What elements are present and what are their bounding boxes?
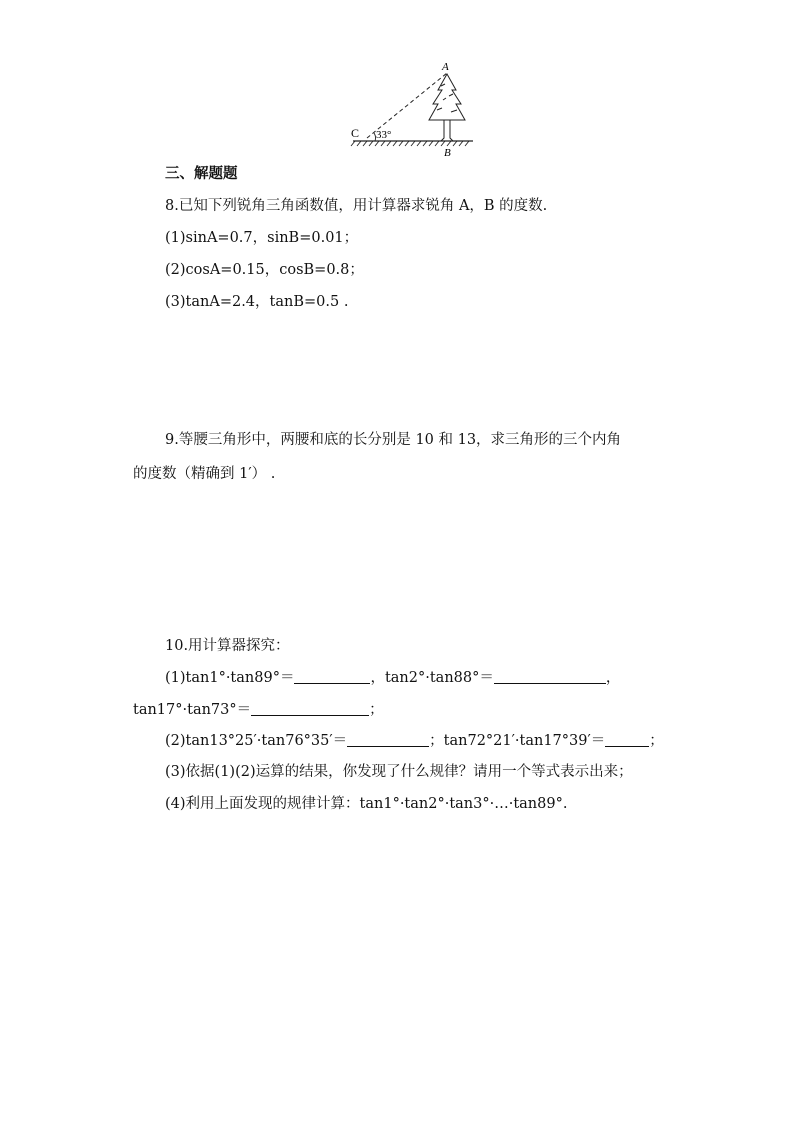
label-c: C: [351, 126, 360, 140]
question-10-stem: 10.用计算器探究：: [165, 638, 290, 654]
question-8-part-1: (1)sinA=0.7，sinB=0.01；: [165, 230, 359, 246]
tree-icon: [429, 74, 465, 141]
question-10-part-3: (3)依据(1)(2)运算的结果，你发现了什么规律？请用一个等式表示出来；: [165, 764, 633, 780]
ground-hatching: [351, 141, 469, 146]
q10-p1-text-e: ；: [369, 702, 384, 718]
question-8-stem: 8.已知下列锐角三角函数值，用计算器求锐角 A，B 的度数.: [165, 198, 548, 214]
label-a: A: [442, 61, 449, 73]
section-heading: 三、解题题: [165, 166, 238, 182]
q10-p1-text-d: tan17°·tan73°＝: [133, 702, 252, 718]
question-9-line-1: 9.等腰三角形中，两腰和底的长分别是 10 和 13，求三角形的三个内角: [165, 432, 622, 448]
q10-p1-text-c: ，: [605, 670, 621, 686]
question-10-part-1-row-1: [165, 668, 620, 688]
tree-triangle-figure: [345, 60, 485, 160]
question-10-part-1-row-2: [133, 700, 384, 720]
question-8-part-2: (2)cosA=0.15，cosB=0.8；: [165, 262, 364, 278]
label-b: B: [444, 147, 451, 159]
question-8-part-3: (3)tanA=2.4，tanB=0.5 .: [165, 294, 349, 310]
answer-blank-2[interactable]: [494, 669, 606, 684]
q10-p2-text-a: (2)tan13°25′·tan76°35′＝: [165, 733, 348, 749]
question-10-part-4: (4)利用上面发现的规律计算：tan1°·tan2°·tan3°·…·tan89°.: [165, 796, 568, 812]
question-10-part-2: [165, 731, 664, 751]
answer-blank-3[interactable]: [251, 701, 369, 716]
q10-p1-text-b: ，tan2°·tan88°＝: [370, 670, 494, 686]
q10-p2-text-b: ；tan72°21′·tan17°39′＝: [429, 733, 606, 749]
q10-p1-text-a: (1)tan1°·tan89°＝: [165, 670, 295, 686]
answer-blank-1[interactable]: [294, 669, 370, 684]
answer-blank-5[interactable]: [605, 732, 649, 747]
angle-label: 33°: [376, 129, 392, 141]
question-9-line-2: 的度数（精确到 1′） .: [133, 466, 276, 482]
triangle-diagram: [345, 60, 485, 160]
q10-p2-text-c: ；: [649, 733, 664, 749]
answer-blank-4[interactable]: [347, 732, 429, 747]
